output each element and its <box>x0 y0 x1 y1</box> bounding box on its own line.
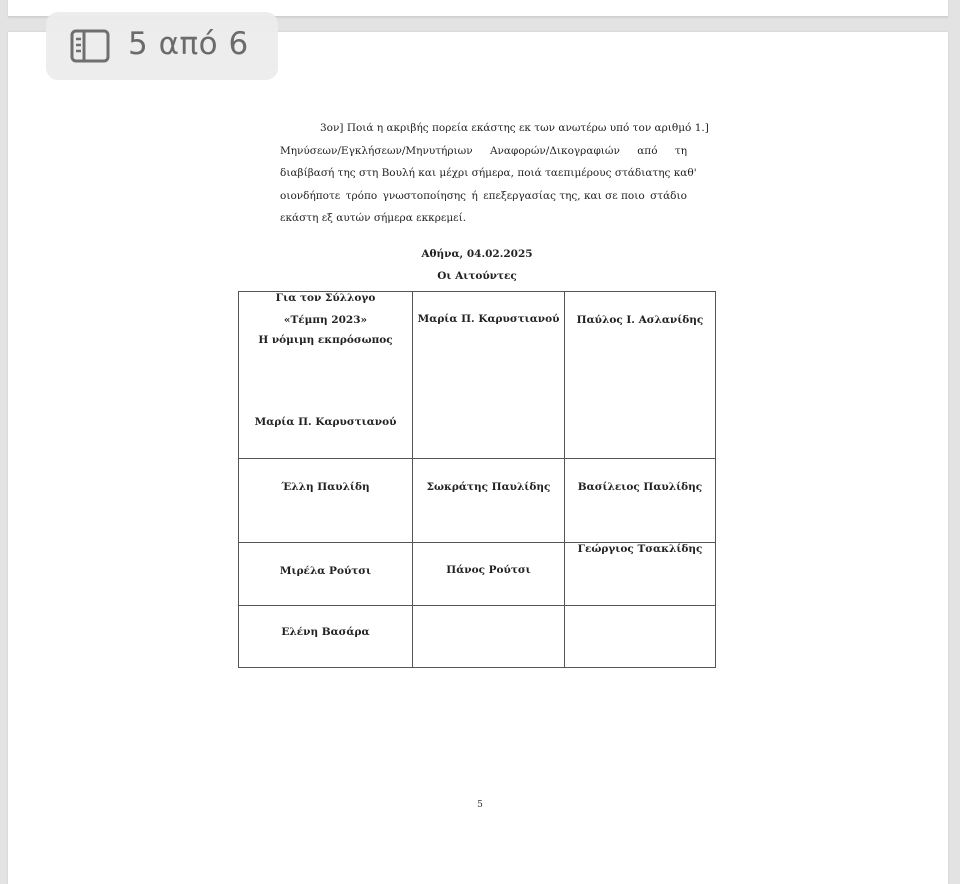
table-cell <box>239 543 413 606</box>
table-row <box>239 543 716 606</box>
signatory-name: Παύλος Ι. Ασλανίδης <box>576 314 704 326</box>
page-indicator[interactable] <box>46 12 278 80</box>
signatory-name: Βασίλειος Παυλίδης <box>577 481 703 493</box>
signatory-name: Γεώργιος Τσακλίδης <box>577 543 703 555</box>
question-paragraph <box>280 117 709 230</box>
table-cell <box>413 459 565 543</box>
association-name: «Τέμπη 2023» <box>283 314 368 326</box>
table-row <box>239 292 716 459</box>
signatures-table <box>238 291 716 668</box>
table-cell <box>239 459 413 543</box>
place-date: Αθήνα, 04.02.2025 <box>421 248 533 260</box>
table-cell <box>565 543 716 606</box>
table-cell <box>413 543 565 606</box>
table-cell <box>413 292 565 459</box>
legal-representative-label: Η νόμιμη εκπρόσωπος <box>258 334 393 346</box>
paragraph-line: διαβίβασή της στη Βουλή και μέχρι σήμερα, ποιά τα επιμέρους στάδια της καθ' <box>280 167 697 180</box>
signatory-name: Πάνος Ρούτσι <box>446 564 531 576</box>
association-line: Για τον Σύλλογο <box>275 292 376 304</box>
table-cell-empty <box>413 606 565 668</box>
paragraph-line: εκάστη εξ αυτών σήμερα εκκρεμεί. <box>280 212 467 225</box>
paragraph-line: Μηνύσεων/Εγκλήσεων/Μηνυτήριων Αναφορών/Δικογραφιών από τη <box>280 144 687 157</box>
signatory-name: Σωκράτης Παυλίδης <box>426 481 551 493</box>
table-cell <box>239 606 413 668</box>
signatory-name: Μαρία Π. Καρυστιανού <box>417 313 560 325</box>
table-cell <box>565 292 716 459</box>
table-cell <box>239 292 413 459</box>
paragraph-line: 3ον] Ποιά η ακριβής πορεία εκάστης εκ των ανωτέρω υπό τον αριθμό 1.] <box>320 122 709 134</box>
paragraph-line: οιονδήποτε τρόπο γνωστοποίησης ή επεξεργασίας της, και σε ποιο στάδιο <box>280 189 687 202</box>
table-cell-empty <box>565 606 716 668</box>
table-row <box>239 606 716 668</box>
table-row <box>239 459 716 543</box>
signatory-name: Μιρέλα Ρούτσι <box>279 565 372 577</box>
page-count-label: 5 από 6 <box>128 26 249 62</box>
signatory-name: Μαρία Π. Καρυστιανού <box>254 416 397 428</box>
signatories-heading: Οι Αιτούντες <box>437 270 517 282</box>
signatory-name: Έλλη Παυλίδη <box>281 481 370 493</box>
table-cell <box>565 459 716 543</box>
sidebar-panel-icon <box>70 29 110 63</box>
signatory-name: Ελένη Βασάρα <box>281 626 370 638</box>
page-number: 5 <box>477 800 483 810</box>
